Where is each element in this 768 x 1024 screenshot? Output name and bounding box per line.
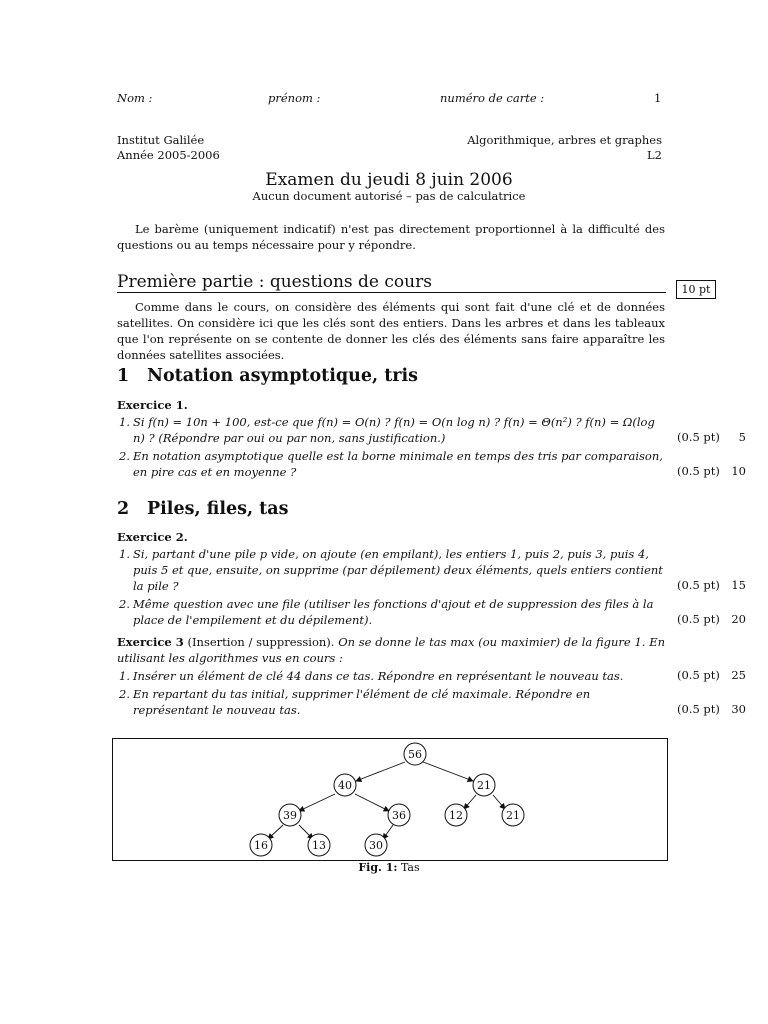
item-number: 2. xyxy=(119,449,130,463)
line-number: 15 xyxy=(731,578,746,592)
figure-caption-text: Tas xyxy=(400,861,420,874)
exercise-3-item-1 xyxy=(119,668,663,684)
item-points: (0.5 pt) xyxy=(677,430,720,444)
section-1-title: Notation asymptotique, tris xyxy=(147,366,418,386)
tree-node xyxy=(445,804,467,826)
section-1-number: 1 xyxy=(117,366,130,386)
part-points-box: 10 pt xyxy=(676,280,716,299)
edge xyxy=(383,825,393,839)
tree-node xyxy=(404,743,426,765)
line-number: 25 xyxy=(731,668,746,682)
figure-label: Fig. 1: xyxy=(358,861,398,874)
exercise-1-title: Exercice 1. xyxy=(117,398,188,412)
line-number: 30 xyxy=(731,702,746,716)
tree-node xyxy=(308,834,330,856)
item-points: (0.5 pt) xyxy=(677,612,720,626)
course-name: Algorithmique, arbres et graphes xyxy=(467,133,662,147)
heap-tree xyxy=(113,739,667,860)
svg-text:21: 21 xyxy=(506,809,520,822)
edge xyxy=(355,794,389,811)
institution-name: Institut Galilée xyxy=(117,133,205,147)
course-level: L2 xyxy=(647,148,662,162)
svg-text:16: 16 xyxy=(254,839,268,852)
exercise-3-title: Exercice 3 xyxy=(117,635,184,649)
part-title-rule xyxy=(117,292,666,293)
item-points: (0.5 pt) xyxy=(677,702,720,716)
exercise-1-item-2 xyxy=(119,448,663,480)
part-intro-paragraph: Comme dans le cours, on considère des éléments qui sont fait d'une clé et de données satellites. On considère ici que les clés sont des entiers. Dans les arbres et dans les tableaux que l'on représente on se contente de donner les clés des éléments sans faire apparaître les données satellites associées. xyxy=(117,300,665,362)
tree-node xyxy=(334,774,356,796)
exercise-3-paren: (Insertion / suppression). xyxy=(187,635,335,649)
edge xyxy=(493,795,505,809)
item-points: (0.5 pt) xyxy=(677,578,720,592)
page-number: 1 xyxy=(654,91,662,105)
line-number: 20 xyxy=(731,612,746,626)
svg-text:39: 39 xyxy=(283,809,297,822)
tree-node xyxy=(279,804,301,826)
edge xyxy=(356,762,405,781)
tree-node xyxy=(502,804,524,826)
item-text: Insérer un élément de clé 44 dans ce tas. Répondre en représentant le nouveau tas. xyxy=(133,669,624,683)
svg-text:56: 56 xyxy=(408,748,422,761)
edge xyxy=(423,762,473,781)
item-number: 1. xyxy=(119,547,130,561)
item-points: (0.5 pt) xyxy=(677,668,720,682)
svg-text:12: 12 xyxy=(449,809,463,822)
item-text: En repartant du tas initial, supprimer l'élément de clé maximale. Répondre en représentant le nouveau tas. xyxy=(133,687,591,717)
item-number: 2. xyxy=(119,597,130,611)
exercise-1-item-1 xyxy=(119,414,663,446)
line-number: 10 xyxy=(731,464,746,478)
item-number: 1. xyxy=(119,669,130,683)
figure-caption xyxy=(0,861,768,874)
section-2-title: Piles, files, tas xyxy=(147,499,289,519)
exam-title: Examen du jeudi 8 juin 2006 xyxy=(265,170,513,190)
item-number: 2. xyxy=(119,687,130,701)
svg-text:40: 40 xyxy=(338,779,352,792)
item-text: Si, partant d'une pile p vide, on ajoute (en empilant), les entiers 1, puis 2, puis 3, puis 4, puis 5 et que, ensuite, on supprime (par dépilement) deux éléments, quels entiers contient la pile ? xyxy=(133,547,663,593)
edge xyxy=(464,795,476,809)
exam-subtitle: Aucun document autorisé – pas de calculatrice xyxy=(252,189,526,203)
numero-carte-label: numéro de carte : xyxy=(440,91,545,105)
svg-text:36: 36 xyxy=(392,809,406,822)
exercise-3-text: On se donne le tas max (ou maximier) de la figure 1. En utilisant les algorithmes vus en cours : xyxy=(117,635,665,665)
tree-node xyxy=(250,834,272,856)
tree-node xyxy=(473,774,495,796)
figure-box xyxy=(112,738,668,861)
tree-node xyxy=(365,834,387,856)
exercise-2-item-2 xyxy=(119,596,663,628)
part-title: Première partie : questions de cours xyxy=(117,272,432,292)
nom-label: Nom : xyxy=(117,91,153,105)
svg-text:13: 13 xyxy=(312,839,326,852)
exercise-2-title: Exercice 2. xyxy=(117,530,188,544)
tree-node xyxy=(388,804,410,826)
item-text: Même question avec une file (utiliser les fonctions d'ajout et de suppression des files à la place de l'empilement et du dépilement). xyxy=(133,597,654,627)
prenom-label: prénom : xyxy=(268,91,321,105)
item-text: Si f(n) = 10n + 100, est-ce que f(n) = O(n) ? f(n) = O(n log n) ? f(n) = Θ(n²) ? f(n) = Ω(log n) ? (Répondre par oui ou par non, sans justification.) xyxy=(133,415,655,445)
item-points: (0.5 pt) xyxy=(677,464,720,478)
edge xyxy=(299,794,335,811)
section-2-number: 2 xyxy=(117,499,130,519)
exercise-3-statement xyxy=(117,634,665,666)
exercise-3-item-2 xyxy=(119,686,663,718)
item-number: 1. xyxy=(119,415,130,429)
academic-year: Année 2005-2006 xyxy=(117,148,220,162)
edge xyxy=(268,825,283,839)
item-text: En notation asymptotique quelle est la borne minimale en temps des tris par comparaison, en pire cas et en moyenne ? xyxy=(133,449,663,479)
exercise-2-item-1 xyxy=(119,546,663,594)
svg-text:21: 21 xyxy=(477,779,491,792)
line-number: 5 xyxy=(738,430,746,444)
intro-paragraph: Le barème (uniquement indicatif) n'est pas directement proportionnel à la difficulté des questions ou au temps nécessaire pour y répondre. xyxy=(117,222,665,252)
svg-text:30: 30 xyxy=(369,839,383,852)
